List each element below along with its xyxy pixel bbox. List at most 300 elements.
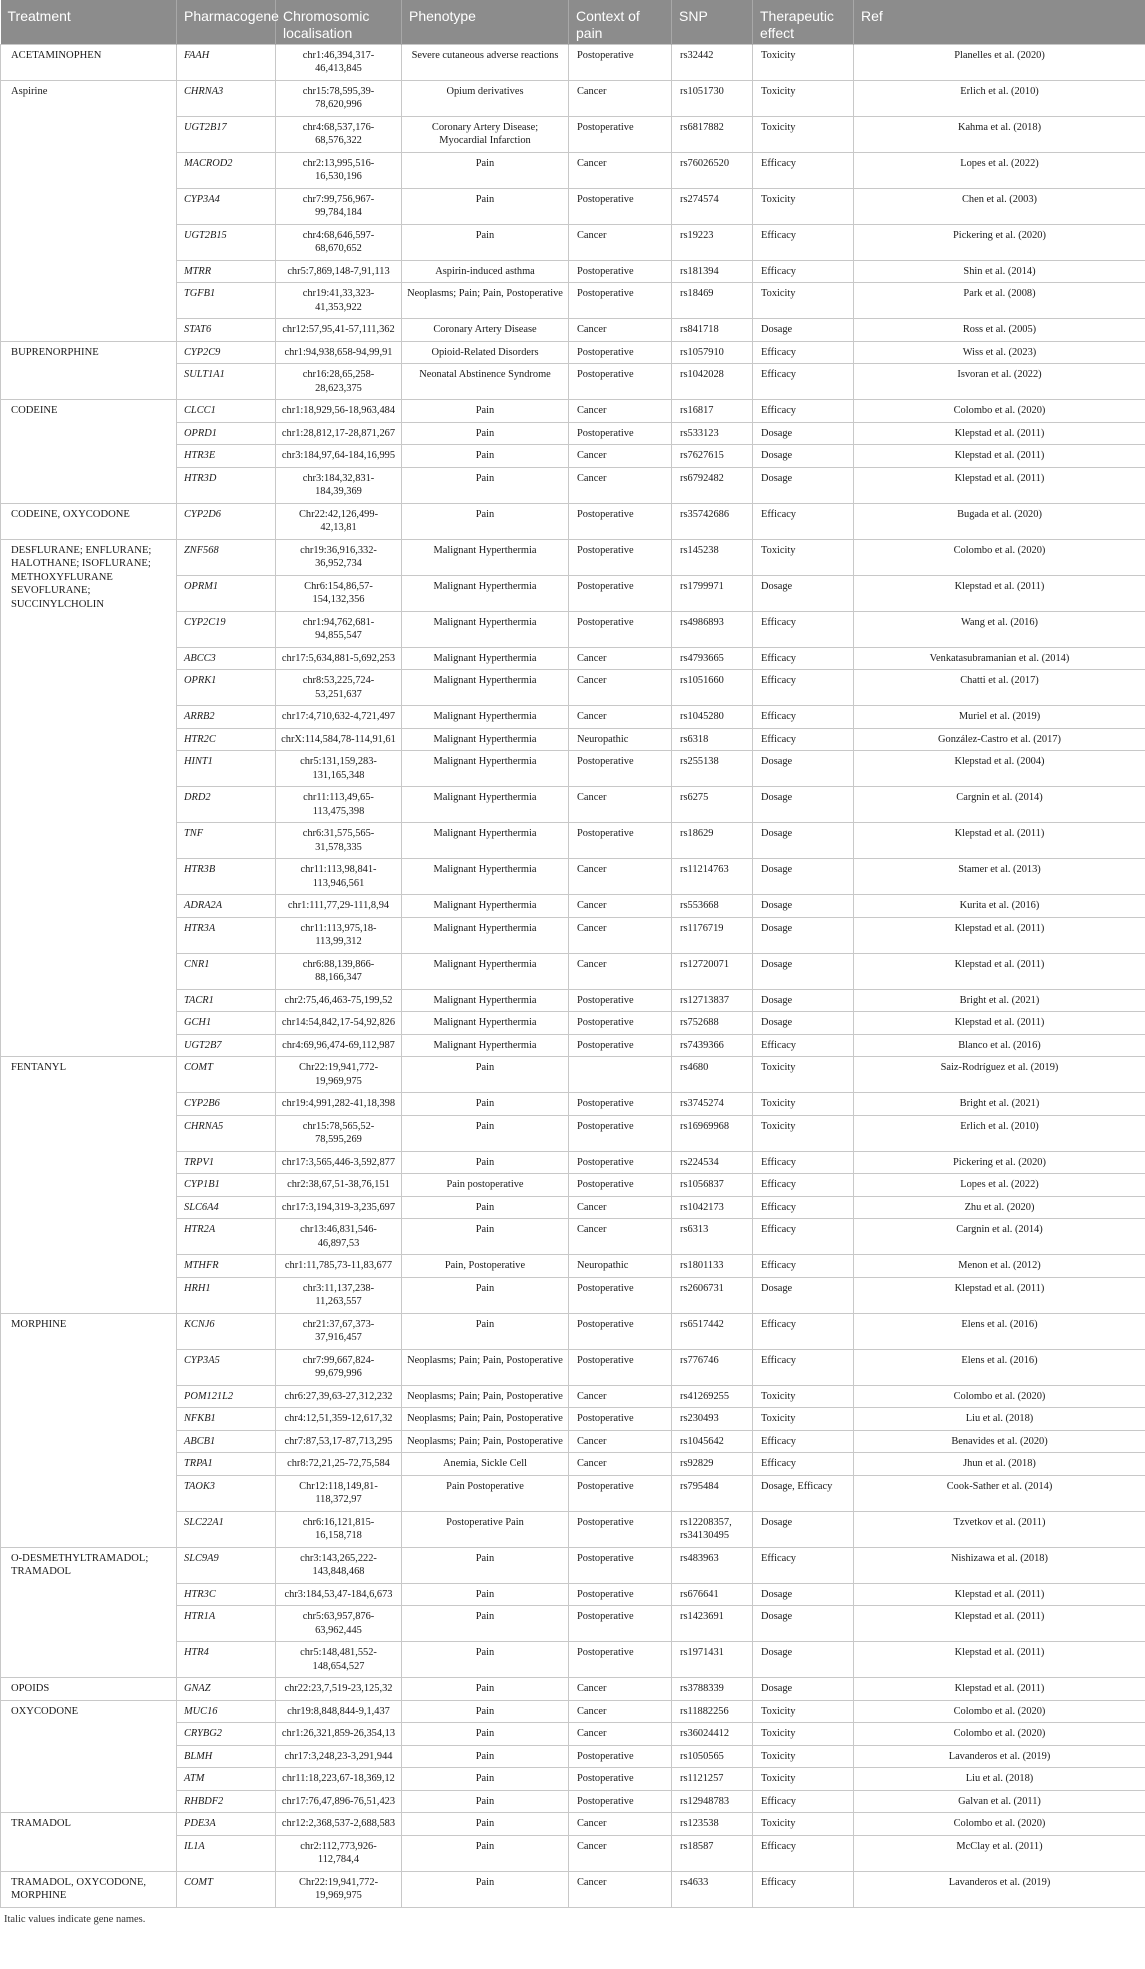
snp-cell: rs123538 bbox=[672, 1813, 753, 1836]
context-cell: Cancer bbox=[569, 1196, 672, 1219]
effect-cell: Efficacy bbox=[753, 1219, 854, 1255]
phenotype-cell: Postoperative Pain bbox=[402, 1511, 569, 1547]
context-cell: Cancer bbox=[569, 319, 672, 342]
pharmacogene-cell: HTR3B bbox=[177, 859, 276, 895]
effect-cell: Toxicity bbox=[753, 80, 854, 116]
snp-cell: rs533123 bbox=[672, 422, 753, 445]
snp-cell: rs35742686 bbox=[672, 503, 753, 539]
pharmacogene-cell: PDE3A bbox=[177, 1813, 276, 1836]
context-cell: Postoperative bbox=[569, 1745, 672, 1768]
chromosome-cell: chr2:112,773,926-112,784,4 bbox=[276, 1835, 402, 1871]
context-cell: Cancer bbox=[569, 1219, 672, 1255]
context-cell: Postoperative bbox=[569, 751, 672, 787]
context-cell: Neuropathic bbox=[569, 1255, 672, 1278]
chromosome-cell: chr3:184,53,47-184,6,673 bbox=[276, 1583, 402, 1606]
effect-cell: Efficacy bbox=[753, 503, 854, 539]
column-header-pharmacogene: Pharmacogene bbox=[177, 0, 276, 44]
snp-cell: rs6792482 bbox=[672, 467, 753, 503]
pharmacogene-cell: HTR3D bbox=[177, 467, 276, 503]
ref-cell: Kurita et al. (2016) bbox=[854, 895, 1145, 918]
phenotype-cell: Neoplasms; Pain; Pain, Postoperative bbox=[402, 1385, 569, 1408]
ref-cell: Pickering et al. (2020) bbox=[854, 224, 1145, 260]
chromosome-cell: chr1:11,785,73-11,83,677 bbox=[276, 1255, 402, 1278]
context-cell: Postoperative bbox=[569, 575, 672, 611]
table-row bbox=[1, 1547, 1145, 1583]
context-cell: Cancer bbox=[569, 670, 672, 706]
context-cell: Postoperative bbox=[569, 116, 672, 152]
context-cell: Postoperative bbox=[569, 611, 672, 647]
chromosome-cell: chr6:16,121,815-16,158,718 bbox=[276, 1511, 402, 1547]
snp-cell: rs16969968 bbox=[672, 1115, 753, 1151]
pharmacogene-cell: MUC16 bbox=[177, 1700, 276, 1723]
effect-cell: Efficacy bbox=[753, 1790, 854, 1813]
effect-cell: Efficacy bbox=[753, 400, 854, 423]
chromosome-cell: chr1:26,321,859-26,354,13 bbox=[276, 1723, 402, 1746]
ref-cell: Klepstad et al. (2011) bbox=[854, 953, 1145, 989]
pharmacogene-cell: HTR4 bbox=[177, 1642, 276, 1678]
chromosome-cell: chr4:68,646,597-68,670,652 bbox=[276, 224, 402, 260]
context-cell: Cancer bbox=[569, 445, 672, 468]
context-cell: Postoperative bbox=[569, 1606, 672, 1642]
effect-cell: Efficacy bbox=[753, 1835, 854, 1871]
pharmacogene-cell: HTR2C bbox=[177, 728, 276, 751]
ref-cell: Klepstad et al. (2011) bbox=[854, 445, 1145, 468]
snp-cell: rs18587 bbox=[672, 1835, 753, 1871]
ref-cell: Chatti et al. (2017) bbox=[854, 670, 1145, 706]
ref-cell: Klepstad et al. (2011) bbox=[854, 575, 1145, 611]
phenotype-cell: Pain bbox=[402, 1277, 569, 1313]
ref-cell: Klepstad et al. (2011) bbox=[854, 823, 1145, 859]
treatment-cell: FENTANYL bbox=[1, 1057, 177, 1314]
snp-cell: rs181394 bbox=[672, 260, 753, 283]
snp-cell: rs1056837 bbox=[672, 1174, 753, 1197]
chromosome-cell: chr15:78,565,52-78,595,269 bbox=[276, 1115, 402, 1151]
chromosome-cell: chr17:76,47,896-76,51,423 bbox=[276, 1790, 402, 1813]
chromosome-cell: chr17:3,248,23-3,291,944 bbox=[276, 1745, 402, 1768]
effect-cell: Dosage bbox=[753, 319, 854, 342]
effect-cell: Dosage bbox=[753, 989, 854, 1012]
snp-cell: rs1042173 bbox=[672, 1196, 753, 1219]
phenotype-cell: Pain bbox=[402, 152, 569, 188]
phenotype-cell: Malignant Hyperthermia bbox=[402, 989, 569, 1012]
phenotype-cell: Pain bbox=[402, 1871, 569, 1907]
effect-cell: Efficacy bbox=[753, 1151, 854, 1174]
pharmacogene-cell: CRYBG2 bbox=[177, 1723, 276, 1746]
snp-cell: rs11214763 bbox=[672, 859, 753, 895]
effect-cell: Dosage bbox=[753, 1511, 854, 1547]
effect-cell: Dosage bbox=[753, 1642, 854, 1678]
effect-cell: Dosage bbox=[753, 895, 854, 918]
snp-cell: rs4986893 bbox=[672, 611, 753, 647]
pharmacogene-cell: TRPA1 bbox=[177, 1453, 276, 1476]
table-row bbox=[1, 80, 1145, 116]
context-cell: Cancer bbox=[569, 400, 672, 423]
table-row bbox=[1, 539, 1145, 575]
phenotype-cell: Pain bbox=[402, 1745, 569, 1768]
effect-cell: Dosage bbox=[753, 1583, 854, 1606]
ref-cell: Lopes et al. (2022) bbox=[854, 1174, 1145, 1197]
snp-cell: rs12948783 bbox=[672, 1790, 753, 1813]
chromosome-cell: Chr22:19,941,772-19,969,975 bbox=[276, 1057, 402, 1093]
effect-cell: Efficacy bbox=[753, 647, 854, 670]
pharmacogene-cell: COMT bbox=[177, 1057, 276, 1093]
pharmacogene-cell: ATM bbox=[177, 1768, 276, 1791]
phenotype-cell: Malignant Hyperthermia bbox=[402, 706, 569, 729]
context-cell: Cancer bbox=[569, 467, 672, 503]
treatment-cell: OXYCODONE bbox=[1, 1700, 177, 1813]
context-cell: Postoperative bbox=[569, 364, 672, 400]
pharmacogene-cell: IL1A bbox=[177, 1835, 276, 1871]
ref-cell: Erlich et al. (2010) bbox=[854, 80, 1145, 116]
chromosome-cell: chr1:94,938,658-94,99,91 bbox=[276, 341, 402, 364]
snp-cell: rs841718 bbox=[672, 319, 753, 342]
context-cell: Postoperative bbox=[569, 823, 672, 859]
chromosome-cell: chr3:143,265,222-143,848,468 bbox=[276, 1547, 402, 1583]
chromosome-cell: chr17:3,565,446-3,592,877 bbox=[276, 1151, 402, 1174]
chromosome-cell: Chr22:19,941,772-19,969,975 bbox=[276, 1871, 402, 1907]
context-cell: Cancer bbox=[569, 859, 672, 895]
effect-cell: Dosage bbox=[753, 1606, 854, 1642]
snp-cell: rs6313 bbox=[672, 1219, 753, 1255]
pharmacogene-cell: OPRD1 bbox=[177, 422, 276, 445]
ref-cell: Galvan et al. (2011) bbox=[854, 1790, 1145, 1813]
pharmacogene-cell: MTHFR bbox=[177, 1255, 276, 1278]
effect-cell: Dosage bbox=[753, 422, 854, 445]
phenotype-cell: Malignant Hyperthermia bbox=[402, 1034, 569, 1057]
chromosome-cell: chr5:7,869,148-7,91,113 bbox=[276, 260, 402, 283]
ref-cell: Zhu et al. (2020) bbox=[854, 1196, 1145, 1219]
ref-cell: Colombo et al. (2020) bbox=[854, 1723, 1145, 1746]
phenotype-cell: Pain bbox=[402, 1583, 569, 1606]
pharmacogene-cell: CYP3A5 bbox=[177, 1349, 276, 1385]
table-row bbox=[1, 400, 1145, 423]
phenotype-cell: Malignant Hyperthermia bbox=[402, 751, 569, 787]
chromosome-cell: Chr6:154,86,57-154,132,356 bbox=[276, 575, 402, 611]
phenotype-cell: Pain bbox=[402, 1115, 569, 1151]
chromosome-cell: chr22:23,7,519-23,125,32 bbox=[276, 1678, 402, 1701]
chromosome-cell: chr11:113,98,841-113,946,561 bbox=[276, 859, 402, 895]
phenotype-cell: Malignant Hyperthermia bbox=[402, 917, 569, 953]
chromosome-cell: chr13:46,831,546-46,897,53 bbox=[276, 1219, 402, 1255]
treatment-cell: O-DESMETHYLTRAMADOL; TRAMADOL bbox=[1, 1547, 177, 1678]
pharmacogene-cell: ABCB1 bbox=[177, 1430, 276, 1453]
phenotype-cell: Opium derivatives bbox=[402, 80, 569, 116]
context-cell: Postoperative bbox=[569, 1115, 672, 1151]
context-cell: Cancer bbox=[569, 1453, 672, 1476]
pharmacogene-cell: CYP3A4 bbox=[177, 188, 276, 224]
phenotype-cell: Pain bbox=[402, 224, 569, 260]
effect-cell: Toxicity bbox=[753, 1700, 854, 1723]
effect-cell: Toxicity bbox=[753, 539, 854, 575]
context-cell: Cancer bbox=[569, 152, 672, 188]
snp-cell: rs1051660 bbox=[672, 670, 753, 706]
ref-cell: Saiz-Rodríguez et al. (2019) bbox=[854, 1057, 1145, 1093]
effect-cell: Toxicity bbox=[753, 1408, 854, 1431]
phenotype-cell: Neoplasms; Pain; Pain, Postoperative bbox=[402, 1430, 569, 1453]
ref-cell: Muriel et al. (2019) bbox=[854, 706, 1145, 729]
snp-cell: rs1050565 bbox=[672, 1745, 753, 1768]
effect-cell: Efficacy bbox=[753, 1313, 854, 1349]
chromosome-cell: chr14:54,842,17-54,92,826 bbox=[276, 1012, 402, 1035]
effect-cell: Efficacy bbox=[753, 260, 854, 283]
context-cell: Postoperative bbox=[569, 1511, 672, 1547]
column-header-chromosomic-localisation: Chromosomic localisation bbox=[276, 0, 402, 44]
ref-cell: Colombo et al. (2020) bbox=[854, 539, 1145, 575]
effect-cell: Efficacy bbox=[753, 224, 854, 260]
pharmacogene-cell: UGT2B17 bbox=[177, 116, 276, 152]
ref-cell: Klepstad et al. (2011) bbox=[854, 1642, 1145, 1678]
ref-cell: Blanco et al. (2016) bbox=[854, 1034, 1145, 1057]
chromosome-cell: chr8:72,21,25-72,75,584 bbox=[276, 1453, 402, 1476]
phenotype-cell: Pain bbox=[402, 1606, 569, 1642]
chromosome-cell: chr1:94,762,681-94,855,547 bbox=[276, 611, 402, 647]
phenotype-cell: Pain bbox=[402, 1723, 569, 1746]
snp-cell: rs483963 bbox=[672, 1547, 753, 1583]
pharmacogene-cell: RHBDF2 bbox=[177, 1790, 276, 1813]
snp-cell: rs676641 bbox=[672, 1583, 753, 1606]
effect-cell: Dosage bbox=[753, 859, 854, 895]
context-cell: Cancer bbox=[569, 1835, 672, 1871]
phenotype-cell: Malignant Hyperthermia bbox=[402, 787, 569, 823]
header-row bbox=[1, 0, 1145, 44]
ref-cell: Park et al. (2008) bbox=[854, 283, 1145, 319]
treatment-cell: CODEINE, OXYCODONE bbox=[1, 503, 177, 539]
ref-cell: Colombo et al. (2020) bbox=[854, 1385, 1145, 1408]
treatment-cell: ACETAMINOPHEN bbox=[1, 44, 177, 80]
chromosome-cell: Chr22:42,126,499-42,13,81 bbox=[276, 503, 402, 539]
ref-cell: Klepstad et al. (2004) bbox=[854, 751, 1145, 787]
context-cell: Postoperative bbox=[569, 1012, 672, 1035]
ref-cell: Bright et al. (2021) bbox=[854, 1093, 1145, 1116]
context-cell: Cancer bbox=[569, 787, 672, 823]
snp-cell: rs6318 bbox=[672, 728, 753, 751]
snp-cell: rs1971431 bbox=[672, 1642, 753, 1678]
pharmacogene-cell: CHRNA5 bbox=[177, 1115, 276, 1151]
pharmacogene-cell: TRPV1 bbox=[177, 1151, 276, 1174]
effect-cell: Toxicity bbox=[753, 188, 854, 224]
column-header-snp: SNP bbox=[672, 0, 753, 44]
chromosome-cell: chr1:111,77,29-111,8,94 bbox=[276, 895, 402, 918]
ref-cell: Tzvetkov et al. (2011) bbox=[854, 1511, 1145, 1547]
pharmacogene-cell: GCH1 bbox=[177, 1012, 276, 1035]
snp-cell: rs1042028 bbox=[672, 364, 753, 400]
pharmacogene-cell: TAOK3 bbox=[177, 1475, 276, 1511]
pharmacogene-cell: HINT1 bbox=[177, 751, 276, 787]
effect-cell: Efficacy bbox=[753, 728, 854, 751]
context-cell: Postoperative bbox=[569, 1174, 672, 1197]
phenotype-cell: Pain bbox=[402, 1219, 569, 1255]
context-cell: Cancer bbox=[569, 706, 672, 729]
effect-cell: Dosage bbox=[753, 953, 854, 989]
phenotype-cell: Pain bbox=[402, 1678, 569, 1701]
phenotype-cell: Pain bbox=[402, 1547, 569, 1583]
phenotype-cell: Pain bbox=[402, 1057, 569, 1093]
table-row bbox=[1, 1678, 1145, 1701]
snp-cell: rs1045642 bbox=[672, 1430, 753, 1453]
ref-cell: Jhun et al. (2018) bbox=[854, 1453, 1145, 1476]
snp-cell: rs553668 bbox=[672, 895, 753, 918]
snp-cell: rs752688 bbox=[672, 1012, 753, 1035]
context-cell: Postoperative bbox=[569, 1349, 672, 1385]
pharmacogene-cell: OPRM1 bbox=[177, 575, 276, 611]
ref-cell: Erlich et al. (2010) bbox=[854, 1115, 1145, 1151]
context-cell bbox=[569, 1057, 672, 1093]
phenotype-cell: Malignant Hyperthermia bbox=[402, 611, 569, 647]
chromosome-cell: chr7:99,756,967-99,784,184 bbox=[276, 188, 402, 224]
chromosome-cell: chr11:18,223,67-18,369,12 bbox=[276, 1768, 402, 1791]
effect-cell: Efficacy bbox=[753, 1871, 854, 1907]
table-row bbox=[1, 1813, 1145, 1836]
snp-cell: rs7627615 bbox=[672, 445, 753, 468]
chromosome-cell: chr1:46,394,317-46,413,845 bbox=[276, 44, 402, 80]
chromosome-cell: chr5:148,481,552-148,654,527 bbox=[276, 1642, 402, 1678]
ref-cell: Venkatasubramanian et al. (2014) bbox=[854, 647, 1145, 670]
phenotype-cell: Pain bbox=[402, 1790, 569, 1813]
phenotype-cell: Malignant Hyperthermia bbox=[402, 670, 569, 706]
pharmacogene-cell: TGFB1 bbox=[177, 283, 276, 319]
ref-cell: Bugada et al. (2020) bbox=[854, 503, 1145, 539]
context-cell: Postoperative bbox=[569, 1583, 672, 1606]
snp-cell: rs6817882 bbox=[672, 116, 753, 152]
pharmacogene-cell: STAT6 bbox=[177, 319, 276, 342]
effect-cell: Dosage bbox=[753, 1678, 854, 1701]
phenotype-cell: Neoplasms; Pain; Pain, Postoperative bbox=[402, 283, 569, 319]
effect-cell: Efficacy bbox=[753, 1547, 854, 1583]
chromosome-cell: chr17:5,634,881-5,692,253 bbox=[276, 647, 402, 670]
snp-cell: rs18629 bbox=[672, 823, 753, 859]
snp-cell: rs1051730 bbox=[672, 80, 753, 116]
treatment-cell: CODEINE bbox=[1, 400, 177, 504]
effect-cell: Efficacy bbox=[753, 1349, 854, 1385]
effect-cell: Toxicity bbox=[753, 1768, 854, 1791]
pharmacogene-cell: HTR3E bbox=[177, 445, 276, 468]
pharmacogene-cell: CNR1 bbox=[177, 953, 276, 989]
ref-cell: Liu et al. (2018) bbox=[854, 1768, 1145, 1791]
effect-cell: Efficacy bbox=[753, 670, 854, 706]
context-cell: Postoperative bbox=[569, 539, 672, 575]
snp-cell: rs11882256 bbox=[672, 1700, 753, 1723]
context-cell: Cancer bbox=[569, 1813, 672, 1836]
snp-cell: rs92829 bbox=[672, 1453, 753, 1476]
chromosome-cell: chr19:36,916,332-36,952,734 bbox=[276, 539, 402, 575]
effect-cell: Efficacy bbox=[753, 152, 854, 188]
chromosome-cell: chr5:63,957,876-63,962,445 bbox=[276, 1606, 402, 1642]
effect-cell: Efficacy bbox=[753, 1196, 854, 1219]
effect-cell: Efficacy bbox=[753, 1034, 854, 1057]
pharmacogene-cell: HRH1 bbox=[177, 1277, 276, 1313]
effect-cell: Efficacy bbox=[753, 1255, 854, 1278]
snp-cell: rs3745274 bbox=[672, 1093, 753, 1116]
column-header-therapeutic-effect: Therapeutic effect bbox=[753, 0, 854, 44]
context-cell: Neuropathic bbox=[569, 728, 672, 751]
phenotype-cell: Pain postoperative bbox=[402, 1174, 569, 1197]
pharmacogene-cell: OPRK1 bbox=[177, 670, 276, 706]
context-cell: Cancer bbox=[569, 1700, 672, 1723]
pharmacogene-cell: HTR1A bbox=[177, 1606, 276, 1642]
chromosome-cell: chr11:113,975,18-113,99,312 bbox=[276, 917, 402, 953]
pharmacogene-cell: SLC22A1 bbox=[177, 1511, 276, 1547]
pharmacogene-cell: CYP2C19 bbox=[177, 611, 276, 647]
pharmacogene-cell: NFKB1 bbox=[177, 1408, 276, 1431]
phenotype-cell: Pain bbox=[402, 1642, 569, 1678]
ref-cell: Liu et al. (2018) bbox=[854, 1408, 1145, 1431]
context-cell: Postoperative bbox=[569, 1034, 672, 1057]
pharmacogene-cell: DRD2 bbox=[177, 787, 276, 823]
snp-cell: rs76026520 bbox=[672, 152, 753, 188]
effect-cell: Toxicity bbox=[753, 1385, 854, 1408]
pharmacogene-cell: COMT bbox=[177, 1871, 276, 1907]
snp-cell: rs1423691 bbox=[672, 1606, 753, 1642]
ref-cell: Colombo et al. (2020) bbox=[854, 1813, 1145, 1836]
pharmacogene-cell: SLC9A9 bbox=[177, 1547, 276, 1583]
phenotype-cell: Pain Postoperative bbox=[402, 1475, 569, 1511]
effect-cell: Dosage, Efficacy bbox=[753, 1475, 854, 1511]
ref-cell: González-Castro et al. (2017) bbox=[854, 728, 1145, 751]
context-cell: Cancer bbox=[569, 80, 672, 116]
phenotype-cell: Malignant Hyperthermia bbox=[402, 823, 569, 859]
chromosome-cell: chr4:68,537,176-68,576,322 bbox=[276, 116, 402, 152]
chromosome-cell: chr19:8,848,844-9,1,437 bbox=[276, 1700, 402, 1723]
effect-cell: Dosage bbox=[753, 1277, 854, 1313]
effect-cell: Efficacy bbox=[753, 1174, 854, 1197]
context-cell: Postoperative bbox=[569, 1475, 672, 1511]
treatment-cell: Aspirine bbox=[1, 80, 177, 341]
ref-cell: Klepstad et al. (2011) bbox=[854, 1277, 1145, 1313]
snp-cell: rs255138 bbox=[672, 751, 753, 787]
phenotype-cell: Pain bbox=[402, 503, 569, 539]
phenotype-cell: Pain bbox=[402, 1196, 569, 1219]
effect-cell: Toxicity bbox=[753, 283, 854, 319]
context-cell: Cancer bbox=[569, 917, 672, 953]
phenotype-cell: Neoplasms; Pain; Pain, Postoperative bbox=[402, 1349, 569, 1385]
chromosome-cell: chr6:27,39,63-27,312,232 bbox=[276, 1385, 402, 1408]
chromosome-cell: Chr12:118,149,81-118,372,97 bbox=[276, 1475, 402, 1511]
column-header-context-of-pain: Context of pain bbox=[569, 0, 672, 44]
phenotype-cell: Malignant Hyperthermia bbox=[402, 895, 569, 918]
effect-cell: Efficacy bbox=[753, 1453, 854, 1476]
ref-cell: Cargnin et al. (2014) bbox=[854, 787, 1145, 823]
ref-cell: Kahma et al. (2018) bbox=[854, 116, 1145, 152]
effect-cell: Dosage bbox=[753, 1012, 854, 1035]
effect-cell: Dosage bbox=[753, 823, 854, 859]
column-header-ref: Ref bbox=[854, 0, 1145, 44]
ref-cell: Chen et al. (2003) bbox=[854, 188, 1145, 224]
ref-cell: Klepstad et al. (2011) bbox=[854, 422, 1145, 445]
phenotype-cell: Coronary Artery Disease bbox=[402, 319, 569, 342]
snp-cell: rs32442 bbox=[672, 44, 753, 80]
ref-cell: Stamer et al. (2013) bbox=[854, 859, 1145, 895]
context-cell: Postoperative bbox=[569, 1642, 672, 1678]
treatment-cell: MORPHINE bbox=[1, 1313, 177, 1547]
phenotype-cell: Pain bbox=[402, 1151, 569, 1174]
context-cell: Postoperative bbox=[569, 341, 672, 364]
effect-cell: Dosage bbox=[753, 917, 854, 953]
phenotype-cell: Malignant Hyperthermia bbox=[402, 575, 569, 611]
phenotype-cell: Pain bbox=[402, 1768, 569, 1791]
pharmacogene-cell: MTRR bbox=[177, 260, 276, 283]
table-header bbox=[1, 0, 1145, 44]
pharmacogene-cell: BLMH bbox=[177, 1745, 276, 1768]
context-cell: Cancer bbox=[569, 647, 672, 670]
chromosome-cell: chr16:28,65,258-28,623,375 bbox=[276, 364, 402, 400]
snp-cell: rs7439366 bbox=[672, 1034, 753, 1057]
treatment-cell: TRAMADOL bbox=[1, 1813, 177, 1872]
effect-cell: Dosage bbox=[753, 445, 854, 468]
column-header-phenotype: Phenotype bbox=[402, 0, 569, 44]
table-row bbox=[1, 1313, 1145, 1349]
pharmacogene-cell: GNAZ bbox=[177, 1678, 276, 1701]
ref-cell: Menon et al. (2012) bbox=[854, 1255, 1145, 1278]
